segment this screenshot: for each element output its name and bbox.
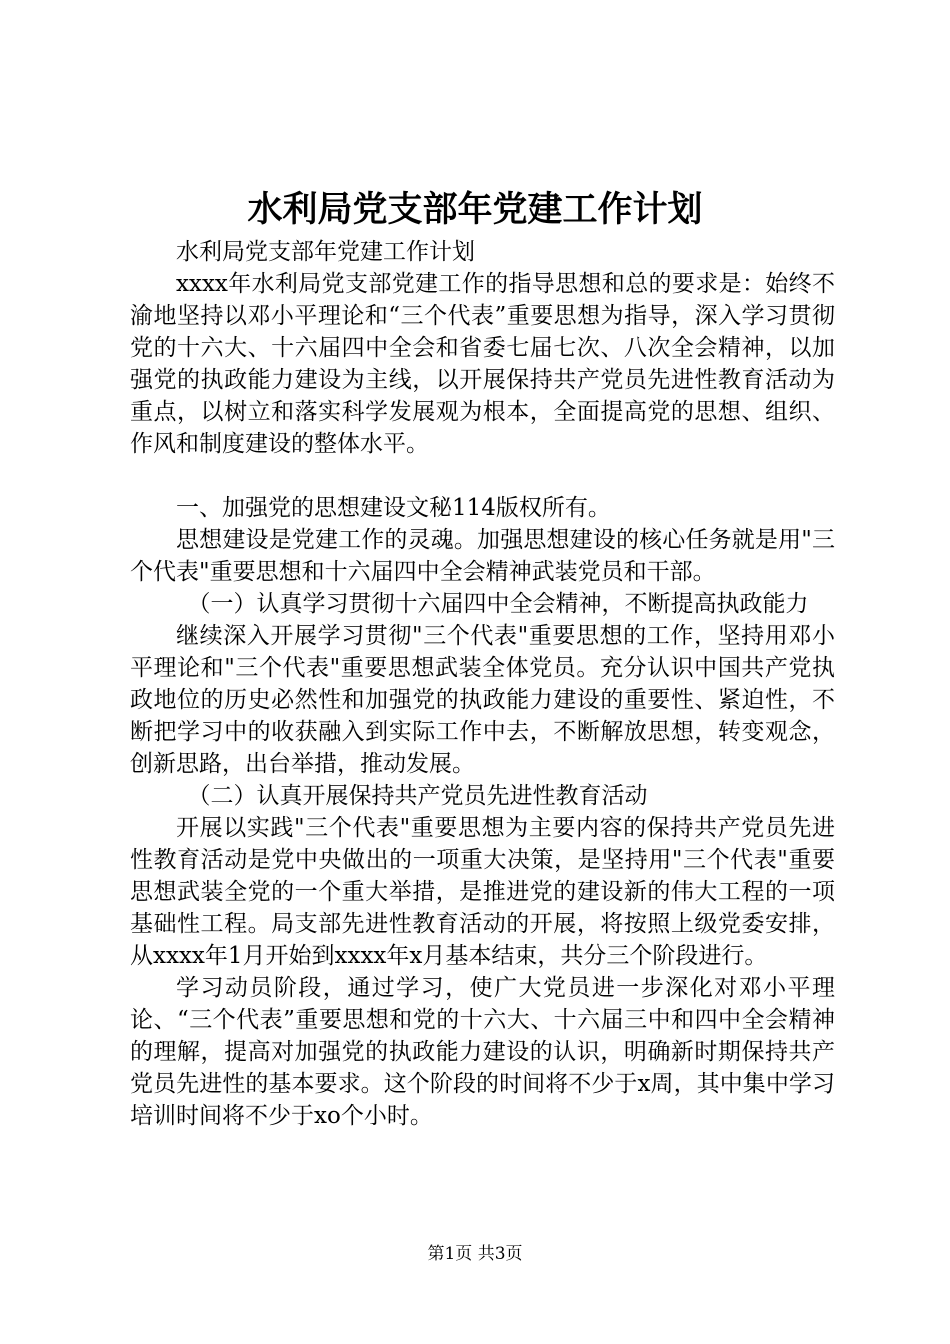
paragraph-education-activity: 开展以实践"三个代表"重要思想为主要内容的保持共产党员先进性教育活动是党中央做出的一项重大决策，是坚持用"三个代表"重要思想武装全党的一个重大举措，是推进党的建设新的伟大工程的一项基础性工程。局支部先进性教育活动的开展，将按照上级党委安排，从xxxx年1月开始到xxxx年x月基本结束，共分三个阶段进行。 bbox=[130, 815, 835, 969]
document-body bbox=[130, 236, 835, 1132]
paragraph-guiding-thought: xxxx年水利局党支部党建工作的指导思想和总的要求是：始终不渝地坚持以邓小平理论和“三个代表”重要思想为指导，深入学习贯彻党的十六大、十六届四中全会和省委七届七次、八次全会精神，以加强党的执政能力建设为主线，以开展保持共产党员先进性教育活动为重点，以树立和落实科学发展观为根本，全面提高党的思想、组织、作风和制度建设的整体水平。 bbox=[130, 271, 835, 457]
paragraph-study-stage: 学习动员阶段，通过学习，使广大党员进一步深化对邓小平理论、“三个代表”重要思想和党的十六大、十六届三中和四中全会精神的理解，提高对加强党的执政能力建设的认识，明确新时期保持共产党员先进性的基本要求。这个阶段的时间将不少于x周，其中集中学习培训时间将不少于xo个小时。 bbox=[130, 975, 835, 1129]
page-footer: 第1页 共3页 bbox=[427, 1244, 523, 1264]
subsection-heading-1: （一）认真学习贯彻十六届四中全会精神，不断提高执政能力 bbox=[187, 591, 809, 617]
paragraph-ideological-building: 思想建设是党建工作的灵魂。加强思想建设的核心任务就是用"三个代表"重要思想和十六届四中全会精神武装党员和干部。 bbox=[130, 527, 835, 585]
paragraph-study: 继续深入开展学习贯彻"三个代表"重要思想的工作，坚持用邓小平理论和"三个代表"重要思想武装全体党员。充分认识中国共产党执政地位的历史必然性和加强党的执政能力建设的重要性、紧迫性，不断把学习中的收获融入到实际工作中去，不断解放思想，转变观念，创新思路，出台举措，推动发展。 bbox=[130, 623, 835, 777]
section-heading-1: 一、加强党的思想建设文秘114版权所有。 bbox=[176, 495, 611, 521]
subsection-heading-2: （二）认真开展保持共产党员先进性教育活动 bbox=[187, 783, 648, 809]
paragraph-subtitle: 水利局党支部年党建工作计划 bbox=[176, 239, 475, 265]
document-title: 水利局党支部年党建工作计划 bbox=[247, 189, 703, 230]
